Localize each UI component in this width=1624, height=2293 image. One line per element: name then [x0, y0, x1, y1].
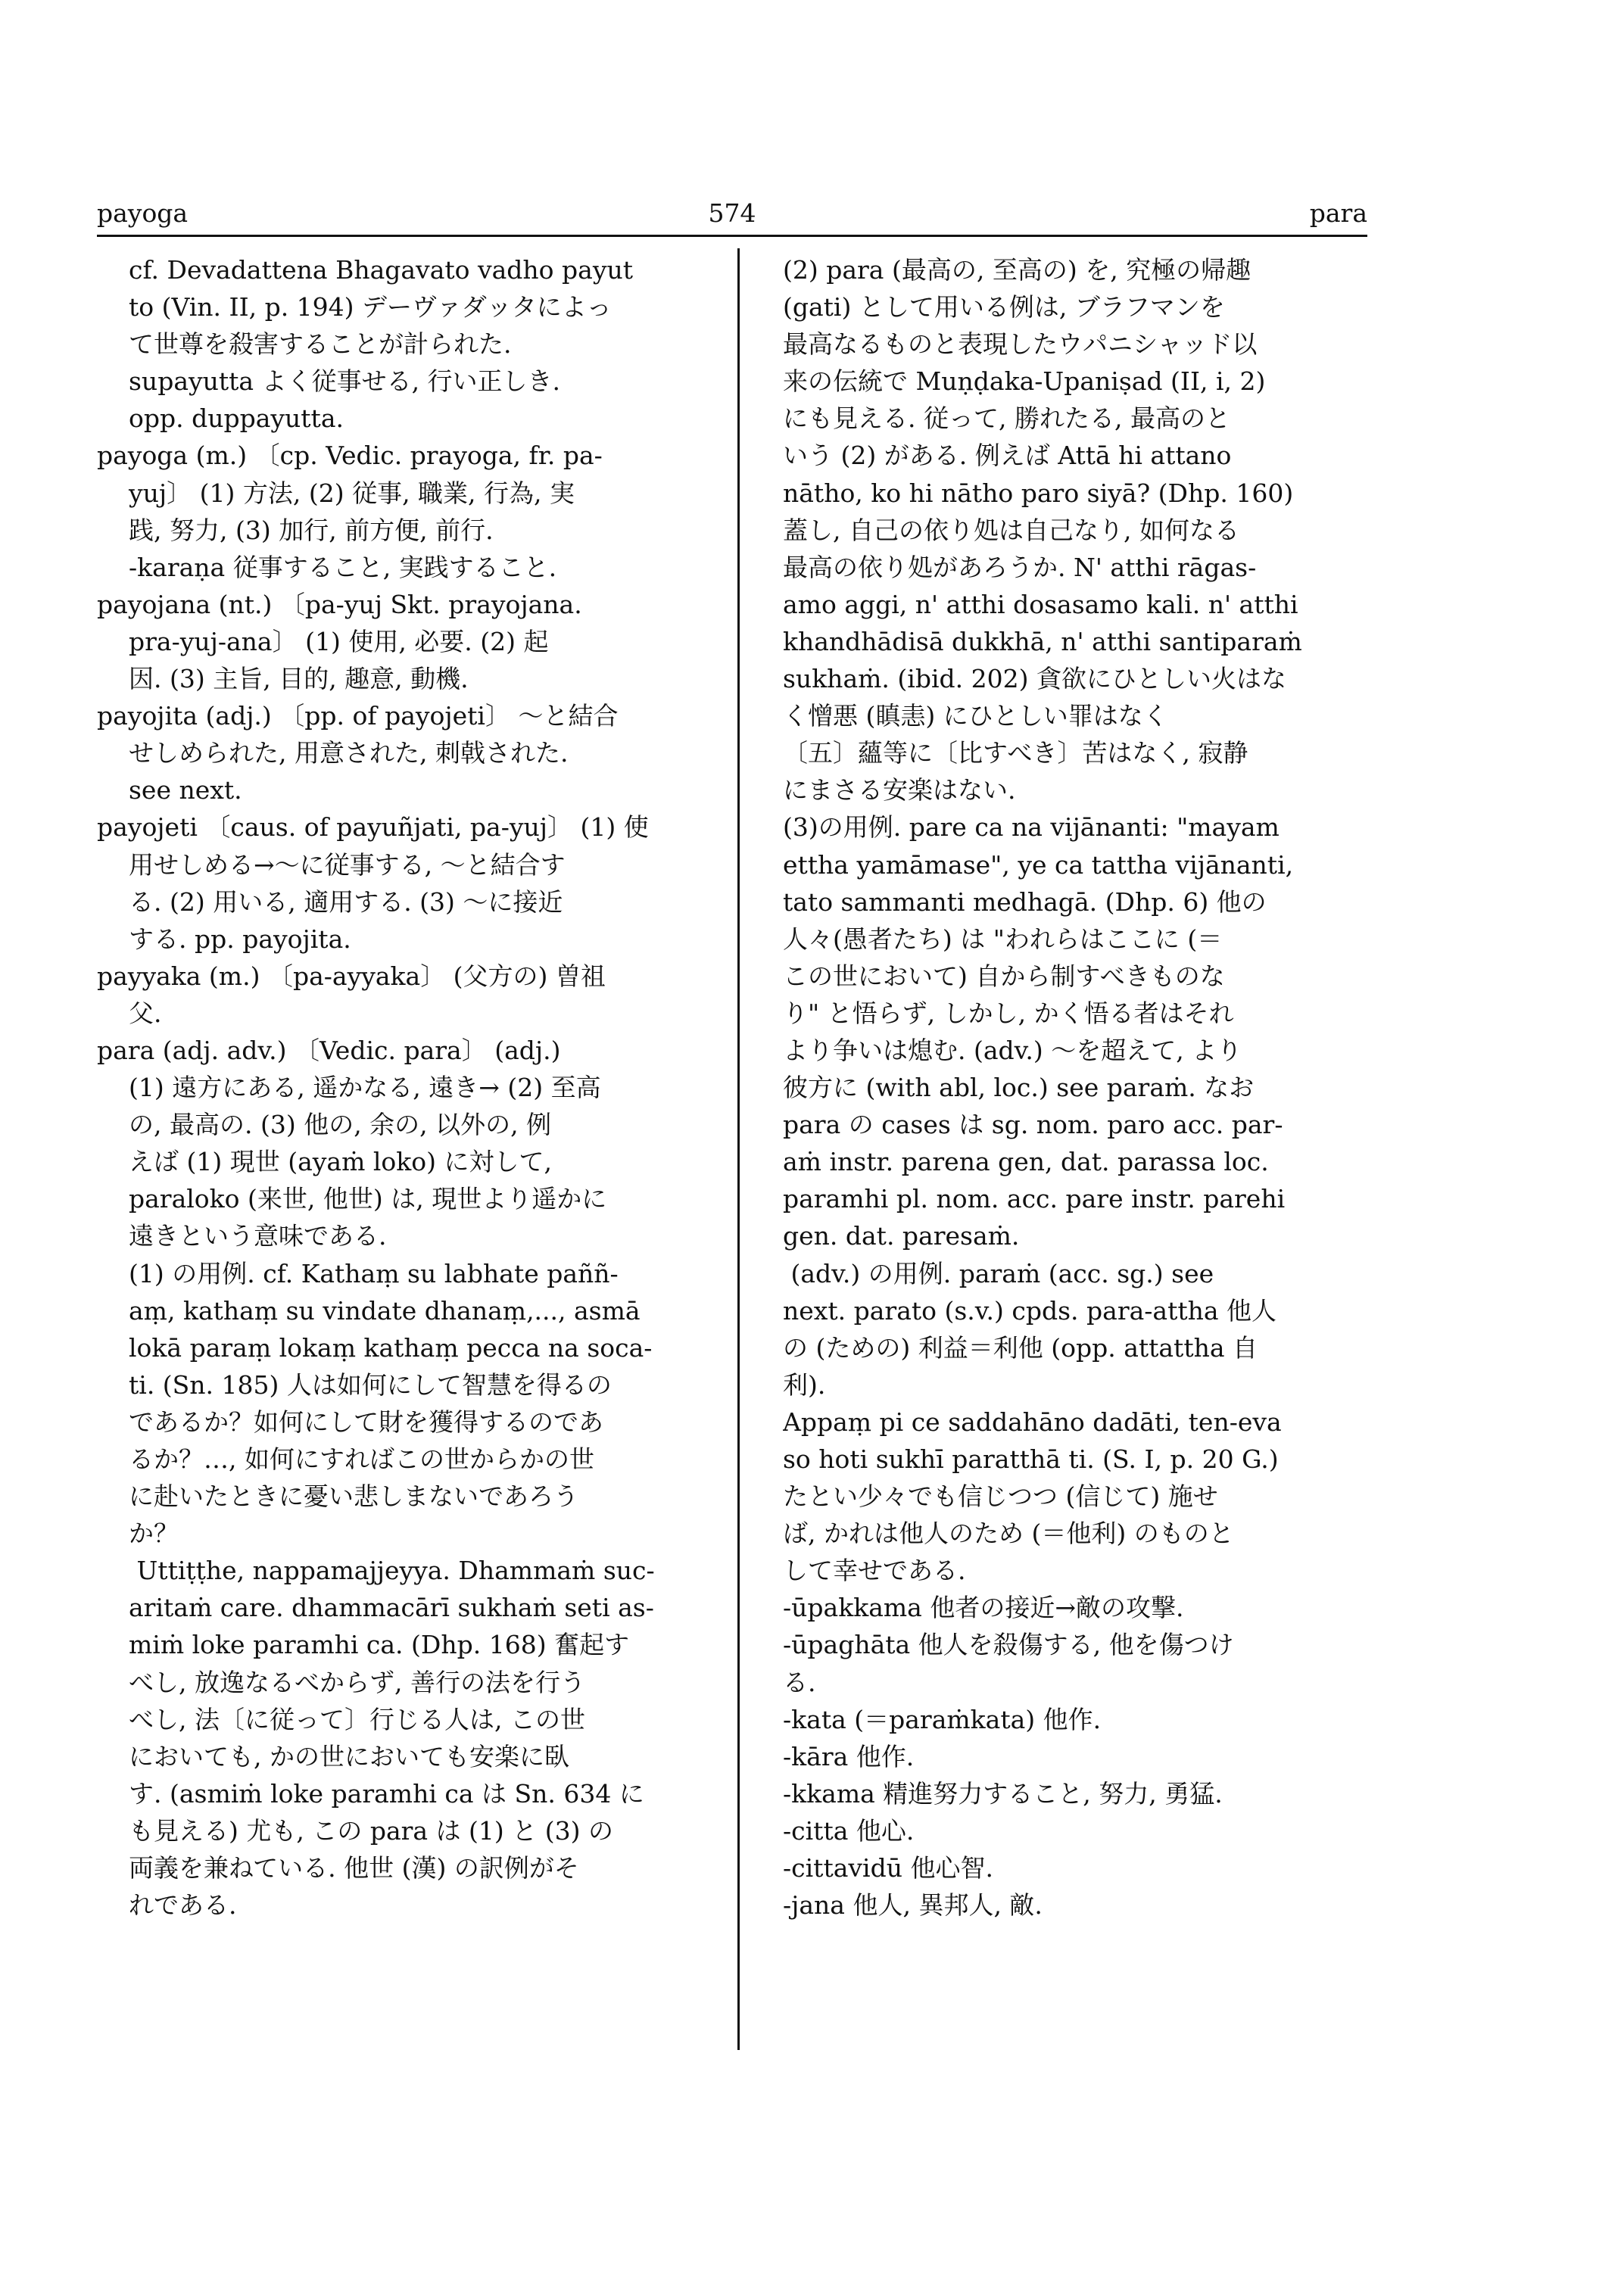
text-line: supayutta よく従事せる, 行い正しき. — [129, 366, 561, 397]
text-line: 最高の依り処があろうか. N' atthi rāgas- — [783, 552, 1257, 582]
text-line: amo aggi, n' atthi dosasamo kali. n' atthi — [783, 589, 1298, 619]
text-line: (3)の用例. pare ca na vijānanti: "mayam — [783, 812, 1280, 843]
text-line: にも見える. 従って, 勝れたる, 最高のと — [783, 403, 1230, 434]
text-line: であるか？如何にして財を獲得するのであ — [129, 1407, 603, 1437]
header-rule — [97, 235, 1367, 237]
text-line: -ūpakkama 他者の接近→敵の攻撃. — [783, 1593, 1184, 1623]
text-line: aṃ, kathaṃ su vindate dhanaṃ,..., asmā — [129, 1295, 641, 1326]
text-line: pra-yuj-ana〕 (1) 使用, 必要. (2) 起 — [129, 626, 549, 656]
text-line: においても, かの世においても安楽に臥 — [129, 1741, 569, 1771]
text-line: aritaṁ care. dhammacārī sukhaṁ seti as- — [129, 1593, 654, 1623]
text-line: next. parato (s.v.) cpds. para-attha 他人 — [783, 1295, 1277, 1326]
text-line: く憎悪 (瞋恚) にひとしい罪はなく — [783, 701, 1168, 731]
text-line: せしめられた, 用意された, 刺戟された. — [129, 738, 569, 768]
page-number: 574 — [708, 198, 756, 228]
text-line: ば, かれは他人のため (＝他利) のものと — [783, 1519, 1234, 1549]
header-left-guideword: payoga — [97, 198, 189, 228]
text-line: の, 最高の. (3) 他の, 余の, 以外の, 例 — [129, 1110, 552, 1140]
text-line: の (ための) 利益＝利他 (opp. attattha 自 — [783, 1332, 1258, 1363]
text-line: -kāra 他作. — [783, 1741, 915, 1771]
text-line: lokā paraṃ lokaṃ kathaṃ pecca na soca- — [129, 1332, 653, 1363]
text-line: -kkama 精進努力すること, 努力, 勇猛. — [783, 1778, 1223, 1809]
text-line: para の cases は sg. nom. paro acc. par- — [783, 1110, 1283, 1140]
text-line: も見える) 尤も, この para は (1) と (3) の — [129, 1815, 614, 1846]
text-line: payoga (m.) 〔cp. Vedic. prayoga, fr. pa- — [97, 441, 603, 471]
text-line: para (adj. adv.) 〔Vedic. para〕 (adj.) — [97, 1035, 561, 1065]
text-line: miṁ loke paramhi ca. (Dhp. 168) 奮起す — [129, 1630, 630, 1660]
text-line: -jana 他人, 異邦人, 敵. — [783, 1890, 1043, 1921]
text-line: (1) の用例. cf. Kathaṃ su labhate paññ- — [129, 1258, 619, 1288]
text-line: ettha yamāmase", ye ca tattha vijānanti, — [783, 849, 1294, 880]
text-line: 人々(愚者たち) は "われらはここに (＝ — [783, 924, 1223, 954]
left-column — [97, 251, 712, 1924]
text-line: -kata (＝paraṁkata) 他作. — [783, 1704, 1102, 1734]
text-line: 遠きという意味である. — [129, 1221, 387, 1251]
text-line: この世において) 自から制すべきものな — [783, 961, 1225, 991]
text-line: payojana (nt.) 〔pa-yuj Skt. prayojana. — [97, 589, 582, 619]
text-line: 践, 努力, (3) 加行, 前方便, 前行. — [129, 515, 494, 545]
text-line: ti. (Sn. 185) 人は如何にして智慧を得るの — [129, 1369, 612, 1400]
text-line: Appaṃ pi ce saddahāno dadāti, ten-eva — [783, 1407, 1282, 1437]
text-line: 〔五〕蘊等に〔比すべき〕苦はなく, 寂静 — [783, 738, 1248, 768]
text-line: いう (2) がある. 例えば Attā hi attano — [783, 441, 1232, 471]
column-divider — [737, 248, 740, 2050]
text-line: より争いは熄む. (adv.) ～を超えて, より — [783, 1035, 1242, 1065]
text-line: -ūpaghāta 他人を殺傷する, 他を傷つけ — [783, 1630, 1234, 1660]
text-line: して幸せである. — [783, 1556, 966, 1586]
text-line: るか？…, 如何にすればこの世からかの世 — [129, 1444, 594, 1474]
text-line: る. (2) 用いる, 適用する. (3) ～に接近 — [129, 886, 563, 917]
text-line: 最高なるものと表現したウパニシャッド以 — [783, 329, 1258, 360]
text-line: 来の伝統で Muṇḍaka-Upaniṣad (II, i, 2) — [783, 366, 1266, 397]
text-line: tato sammanti medhagā. (Dhp. 6) 他の — [783, 886, 1267, 917]
text-line: べし, 法〔に従って〕行じる人は, この世 — [129, 1704, 585, 1734]
text-line: -cittavidū 他心智. — [783, 1853, 993, 1883]
text-line: (adv.) の用例. paraṁ (acc. sg.) see — [783, 1258, 1214, 1288]
text-line: to (Vin. II, p. 194) デーヴァダッタによっ — [129, 292, 612, 322]
text-line: see next. — [129, 775, 242, 805]
text-line: か？ — [129, 1519, 179, 1549]
text-line: べし, 放逸なるべからず, 善行の法を行う — [129, 1667, 585, 1697]
text-line: 蓋し, 自己の依り処は自己なり, 如何なる — [783, 515, 1239, 545]
text-line: yuj〕 (1) 方法, (2) 従事, 職業, 行為, 実 — [129, 478, 575, 508]
text-line: khandhādisā dukkhā, n' atthi santiparaṁ — [783, 626, 1302, 656]
text-line: 両義を兼ねている. 他世 (漢) の訳例がそ — [129, 1853, 579, 1883]
text-line: 彼方に (with abl, loc.) see paraṁ. なお — [783, 1073, 1255, 1103]
text-line: て世尊を殺害することが計られた. — [129, 329, 512, 360]
text-line: paramhi pl. nom. acc. pare instr. parehi — [783, 1184, 1286, 1214]
text-line: に赴いたときに憂い悲しまないであろう — [129, 1481, 578, 1512]
text-line: 父. — [129, 998, 162, 1028]
text-line: する. pp. payojita. — [129, 924, 351, 954]
text-line: nātho, ko hi nātho paro siyā? (Dhp. 160) — [783, 478, 1294, 508]
text-line: り" と悟らず, しかし, かく悟る者はそれ — [783, 998, 1234, 1028]
text-line: 利). — [783, 1369, 826, 1400]
text-line: opp. duppayutta. — [129, 403, 344, 434]
text-line: たとい少々でも信じつつ (信じて) 施せ — [783, 1481, 1218, 1512]
text-line: す. (asmiṁ loke paramhi ca は Sn. 634 に — [129, 1778, 644, 1809]
text-line: にまさる安楽はない. — [783, 775, 1016, 805]
text-line: sukhaṁ. (ibid. 202) 貪欲にひとしい火はな — [783, 664, 1286, 694]
text-line: 用せしめる→～に従事する, ～と結合す — [129, 849, 566, 880]
text-line: 因. (3) 主旨, 目的, 趣意, 動機. — [129, 664, 469, 694]
text-line: (1) 遠方にある, 遥かなる, 遠き→ (2) 至高 — [129, 1073, 601, 1103]
text-line: -citta 他心. — [783, 1815, 915, 1846]
text-line: gen. dat. paresaṁ. — [783, 1221, 1020, 1251]
text-line: aṁ instr. parena gen, dat. parassa loc. — [783, 1147, 1269, 1177]
text-line: えば (1) 現世 (ayaṁ loko) に対して, — [129, 1147, 553, 1177]
header-right-guideword: para — [1309, 198, 1367, 228]
text-line: payojeti 〔caus. of payuñjati, pa-yuj〕 (1) 使 — [97, 812, 649, 843]
text-line: れである. — [129, 1890, 237, 1921]
text-line: payojita (adj.) 〔pp. of payojeti〕 ～と結合 — [97, 701, 619, 731]
text-line: (2) para (最高の, 至高の) を, 究極の帰趣 — [783, 255, 1252, 285]
text-line: -karaṇa 従事すること, 実践すること. — [129, 552, 557, 582]
right-column — [783, 251, 1367, 1924]
text-line: (gati) として用いる例は, ブラフマンを — [783, 292, 1225, 322]
text-line: so hoti sukhī paratthā ti. (S. I, p. 20 G.) — [783, 1444, 1279, 1474]
text-line: paraloko (来世, 他世) は, 現世より遥かに — [129, 1184, 607, 1214]
text-line: payyaka (m.) 〔pa-ayyaka〕 (父方の) 曽祖 — [97, 961, 606, 991]
text-line: Uttiṭṭhe, nappamajjeyya. Dhammaṁ suc- — [129, 1556, 655, 1586]
running-header — [97, 198, 1367, 236]
text-line: cf. Devadattena Bhagavato vadho payut — [129, 255, 633, 285]
text-line: る. — [783, 1667, 816, 1697]
